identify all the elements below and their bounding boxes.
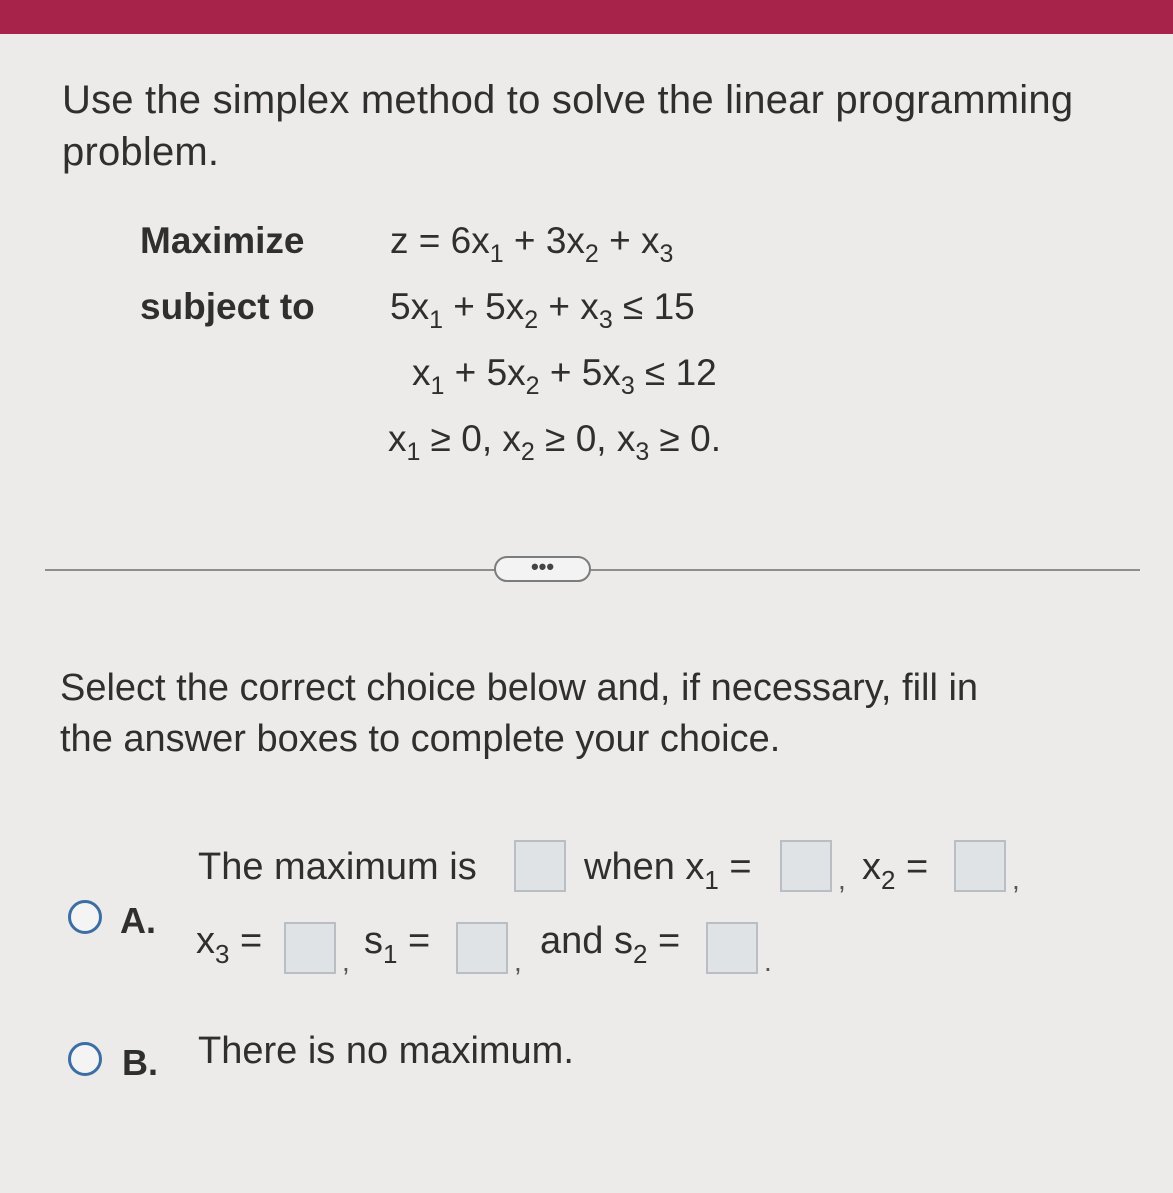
- comma-4: ,: [514, 946, 522, 977]
- option-a-x3-label: $x_3$ =: [196, 920, 263, 969]
- question-panel: [0, 34, 1173, 1193]
- comma-3: ,: [342, 946, 350, 977]
- option-b-text: There is no maximum.: [198, 1030, 574, 1072]
- x2-value-input[interactable]: [954, 840, 1006, 892]
- option-a-s1-label: $s_1$ =: [364, 920, 431, 969]
- objective-function: $z = 6x_1 + 3x_2 + x_3$: [390, 220, 674, 268]
- instructions-line-1: Select the correct choice below and, if necessary, fill in: [60, 667, 979, 709]
- comma-2: ,: [1012, 864, 1020, 895]
- subject-to-label: subject to: [140, 286, 315, 327]
- constraint-1: $5x_1 + 5x_2 + x_3 \le 15$: [390, 286, 695, 334]
- s2-value-input[interactable]: [706, 922, 758, 974]
- comma-1: ,: [838, 864, 846, 895]
- nonnegativity-constraints: $x_1 \ge 0$, $x_2 \ge 0$, $x_3 \ge 0$.: [388, 418, 721, 466]
- section-divider: [45, 569, 1140, 571]
- option-b-radio[interactable]: [68, 1042, 102, 1076]
- maximize-label: Maximize: [140, 220, 305, 261]
- option-a-radio[interactable]: [68, 900, 102, 934]
- option-b-letter: B.: [122, 1042, 158, 1083]
- max-value-input[interactable]: [514, 840, 566, 892]
- option-a-x1-label: when $x_1$ =: [584, 846, 752, 895]
- option-a-letter: A.: [120, 900, 156, 941]
- instructions-line-2: the answer boxes to complete your choice.: [60, 718, 781, 760]
- prompt-line-1: Use the simplex method to solve the linear programming: [62, 78, 1074, 122]
- x1-value-input[interactable]: [780, 840, 832, 892]
- constraint-2: $x_1 + 5x_2 + 5x_3 \le 12$: [412, 352, 717, 400]
- prompt-line-2: problem.: [62, 130, 220, 174]
- s1-value-input[interactable]: [456, 922, 508, 974]
- x3-value-input[interactable]: [284, 922, 336, 974]
- expand-more-button[interactable]: •••: [494, 556, 591, 582]
- top-accent-bar: [0, 0, 1173, 34]
- option-a-max-text: The maximum is: [198, 846, 477, 888]
- option-a-x2-label: $x_2$ =: [862, 846, 929, 895]
- period: .: [764, 946, 772, 977]
- option-a-s2-label: and $s_2$ =: [540, 920, 681, 969]
